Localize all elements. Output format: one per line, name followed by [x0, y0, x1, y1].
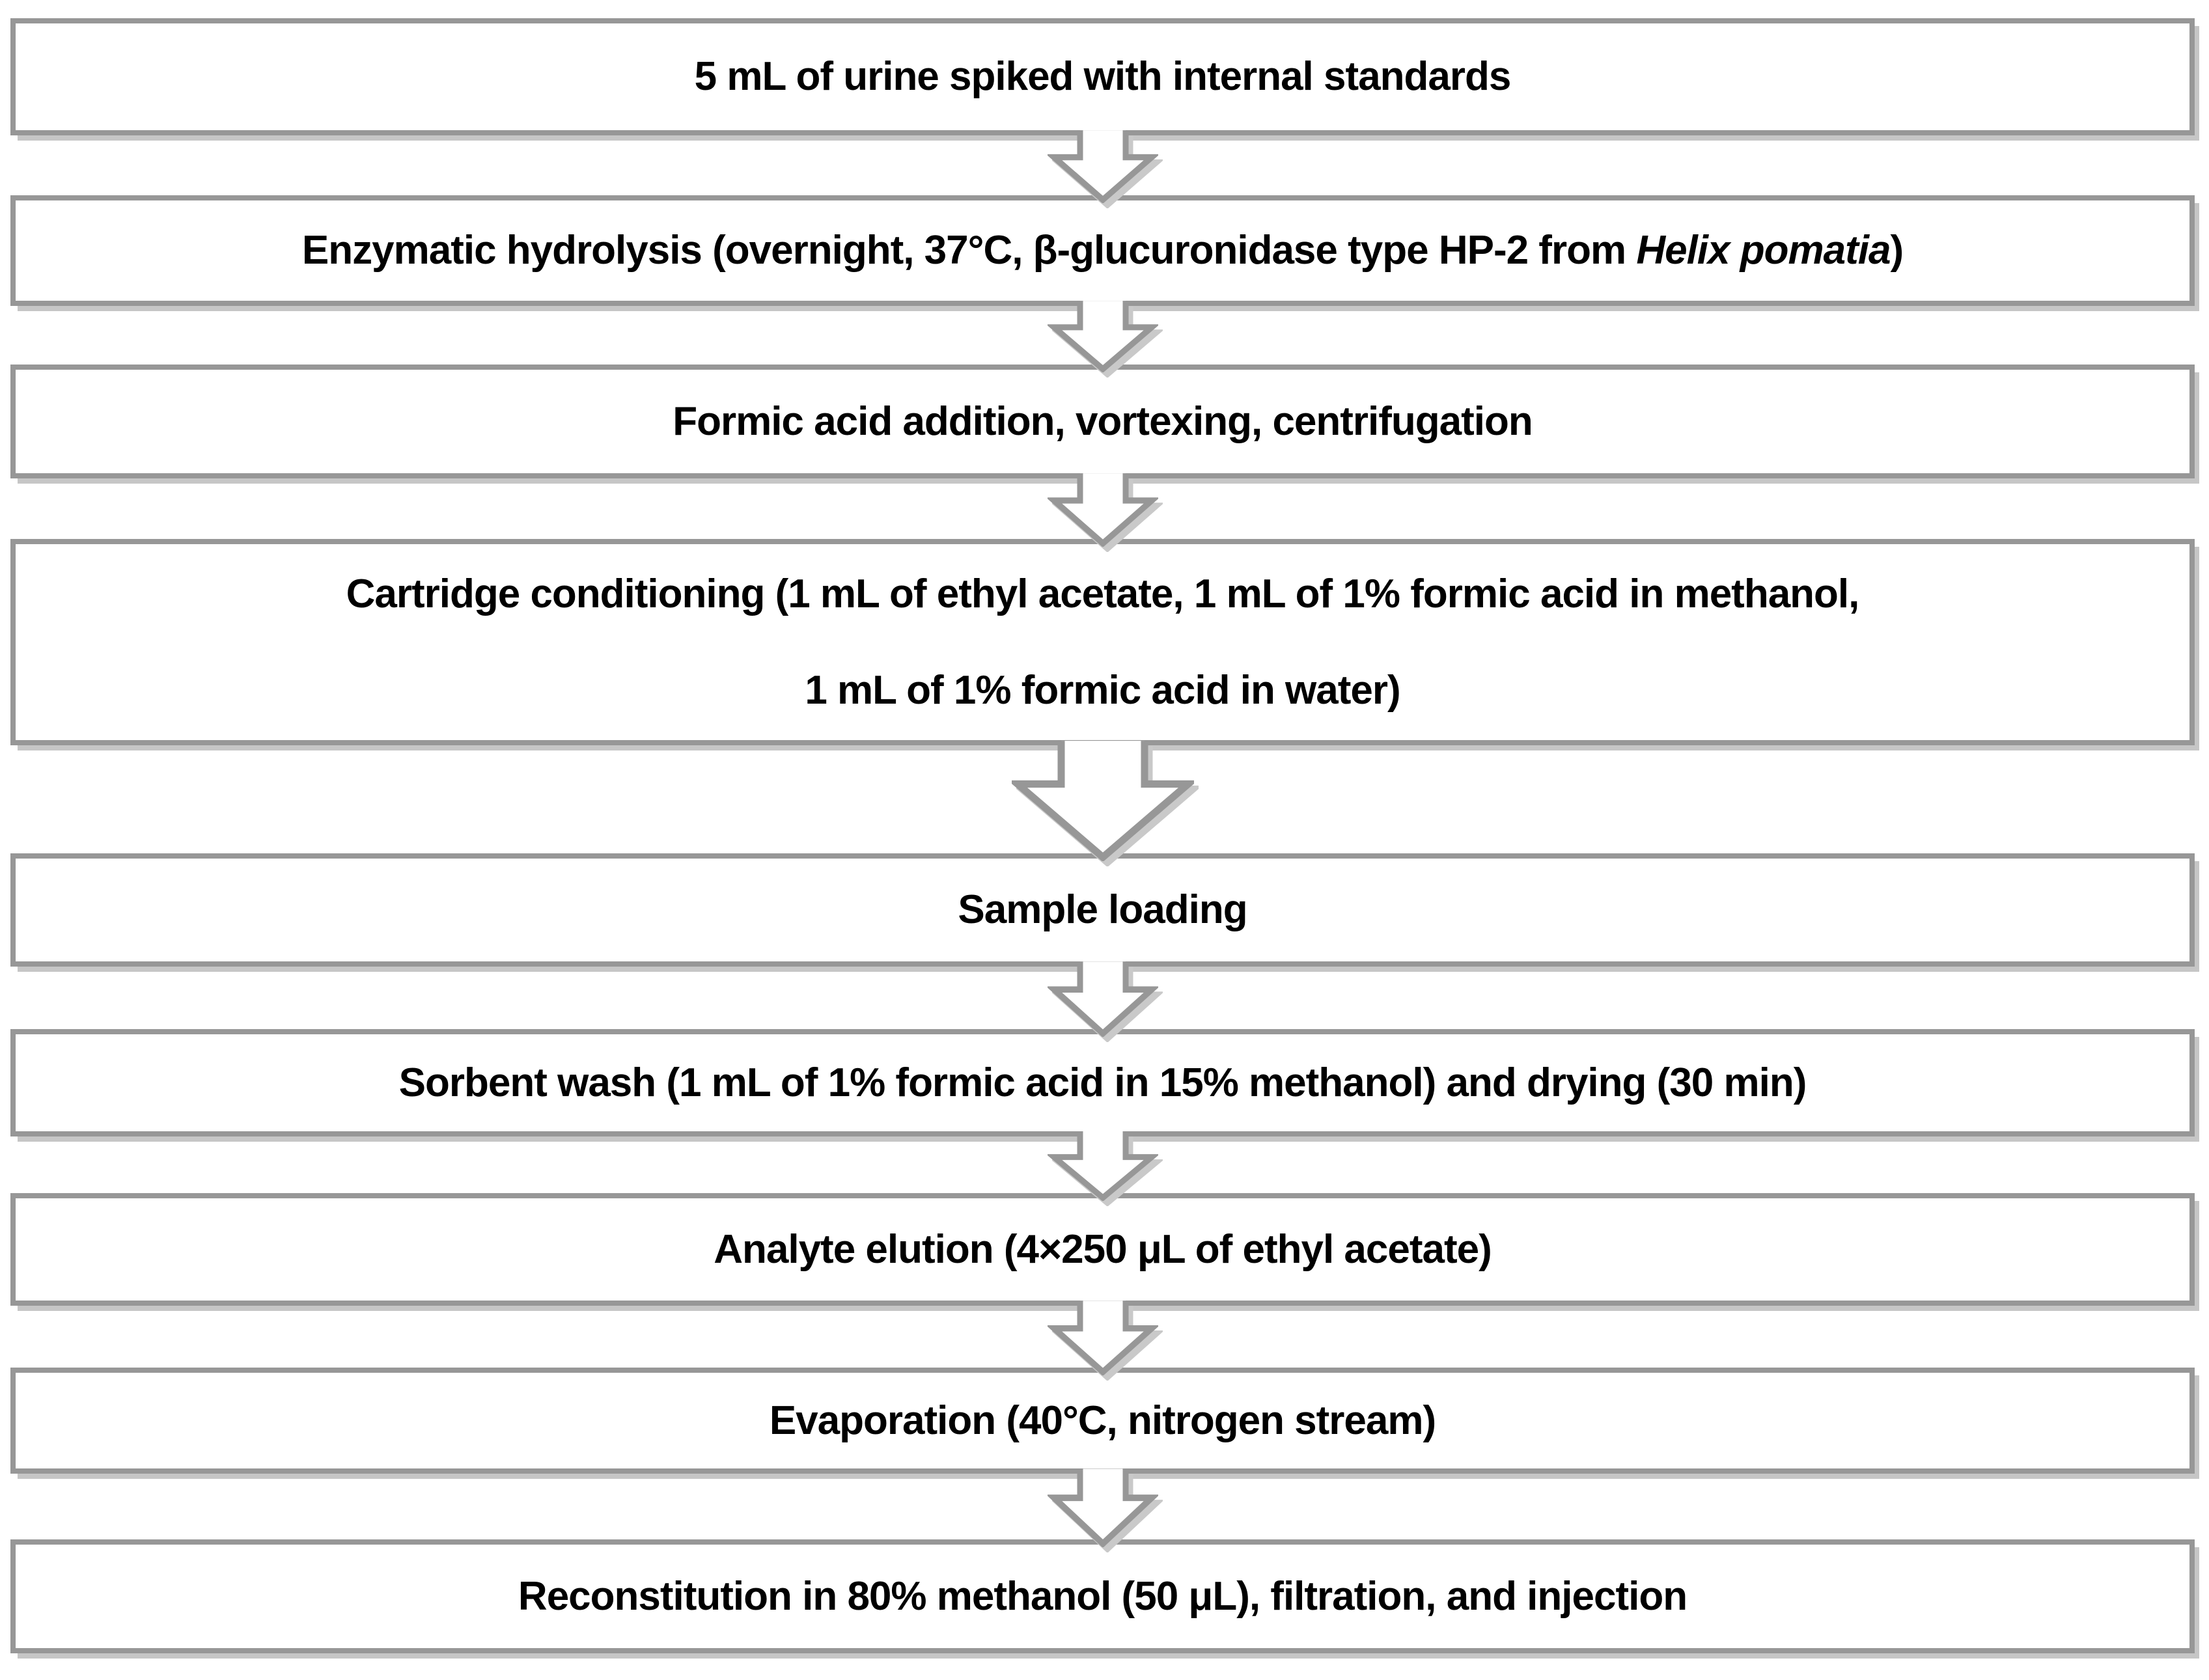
down-arrow-icon	[1048, 298, 1158, 372]
connector-4-5	[10, 745, 2195, 853]
connector-5-6	[10, 967, 2195, 1029]
down-arrow-icon	[1048, 1466, 1158, 1547]
step-text	[302, 227, 1903, 273]
step-box-enzymatic-hydrolysis	[10, 195, 2195, 306]
step-box-sorbent-wash	[10, 1029, 2195, 1136]
step-text-line-1: Cartridge conditioning (1 mL of ethyl acetate, 1 mL of 1% formic acid in methanol,	[346, 571, 1859, 616]
step-text: 5 mL of urine spiked with internal standards	[694, 54, 1511, 100]
step-box-evaporation	[10, 1368, 2195, 1474]
connector-7-8	[10, 1306, 2195, 1368]
down-arrow-icon-large	[1012, 737, 1194, 861]
step-box-formic-acid-addition	[10, 365, 2195, 478]
step-box-reconstitution	[10, 1539, 2195, 1653]
step-text-segment: Enzymatic hydrolysis (overnight, 37°C, β-glucuronidase type HP-2 from	[301, 228, 1637, 273]
step-text: Evaporation (40°C, nitrogen stream)	[769, 1398, 1436, 1443]
flowchart-column	[10, 18, 2195, 1653]
step-text-species-name: Helix pomatia	[1636, 228, 1891, 273]
connector-3-4	[10, 478, 2195, 539]
step-box-cartridge-conditioning	[10, 539, 2195, 745]
step-text: Reconstitution in 80% methanol (50 μL), filtration, and injection	[518, 1573, 1688, 1619]
connector-2-3	[10, 306, 2195, 365]
step-text-line-2: 1 mL of 1% formic acid in water)	[805, 667, 1400, 713]
step-box-analyte-elution	[10, 1193, 2195, 1306]
down-arrow-icon	[1048, 1129, 1158, 1201]
down-arrow-icon	[1048, 128, 1158, 203]
step-text: Formic acid addition, vortexing, centrifugation	[673, 398, 1533, 444]
step-box-sample-loading	[10, 853, 2195, 967]
down-arrow-icon	[1048, 1298, 1158, 1375]
down-arrow-icon	[1048, 959, 1158, 1037]
step-text: Sample loading	[958, 887, 1247, 933]
step-text-segment: )	[1890, 228, 1904, 273]
connector-8-9	[10, 1474, 2195, 1539]
step-box-urine-sample	[10, 18, 2195, 135]
step-text: Analyte elution (4×250 μL of ethyl acetate)	[714, 1226, 1492, 1272]
step-text: Sorbent wash (1 mL of 1% formic acid in 15% methanol) and drying (30 min)	[398, 1060, 1807, 1105]
down-arrow-icon	[1048, 471, 1158, 547]
connector-6-7	[10, 1136, 2195, 1193]
connector-1-2	[10, 135, 2195, 195]
